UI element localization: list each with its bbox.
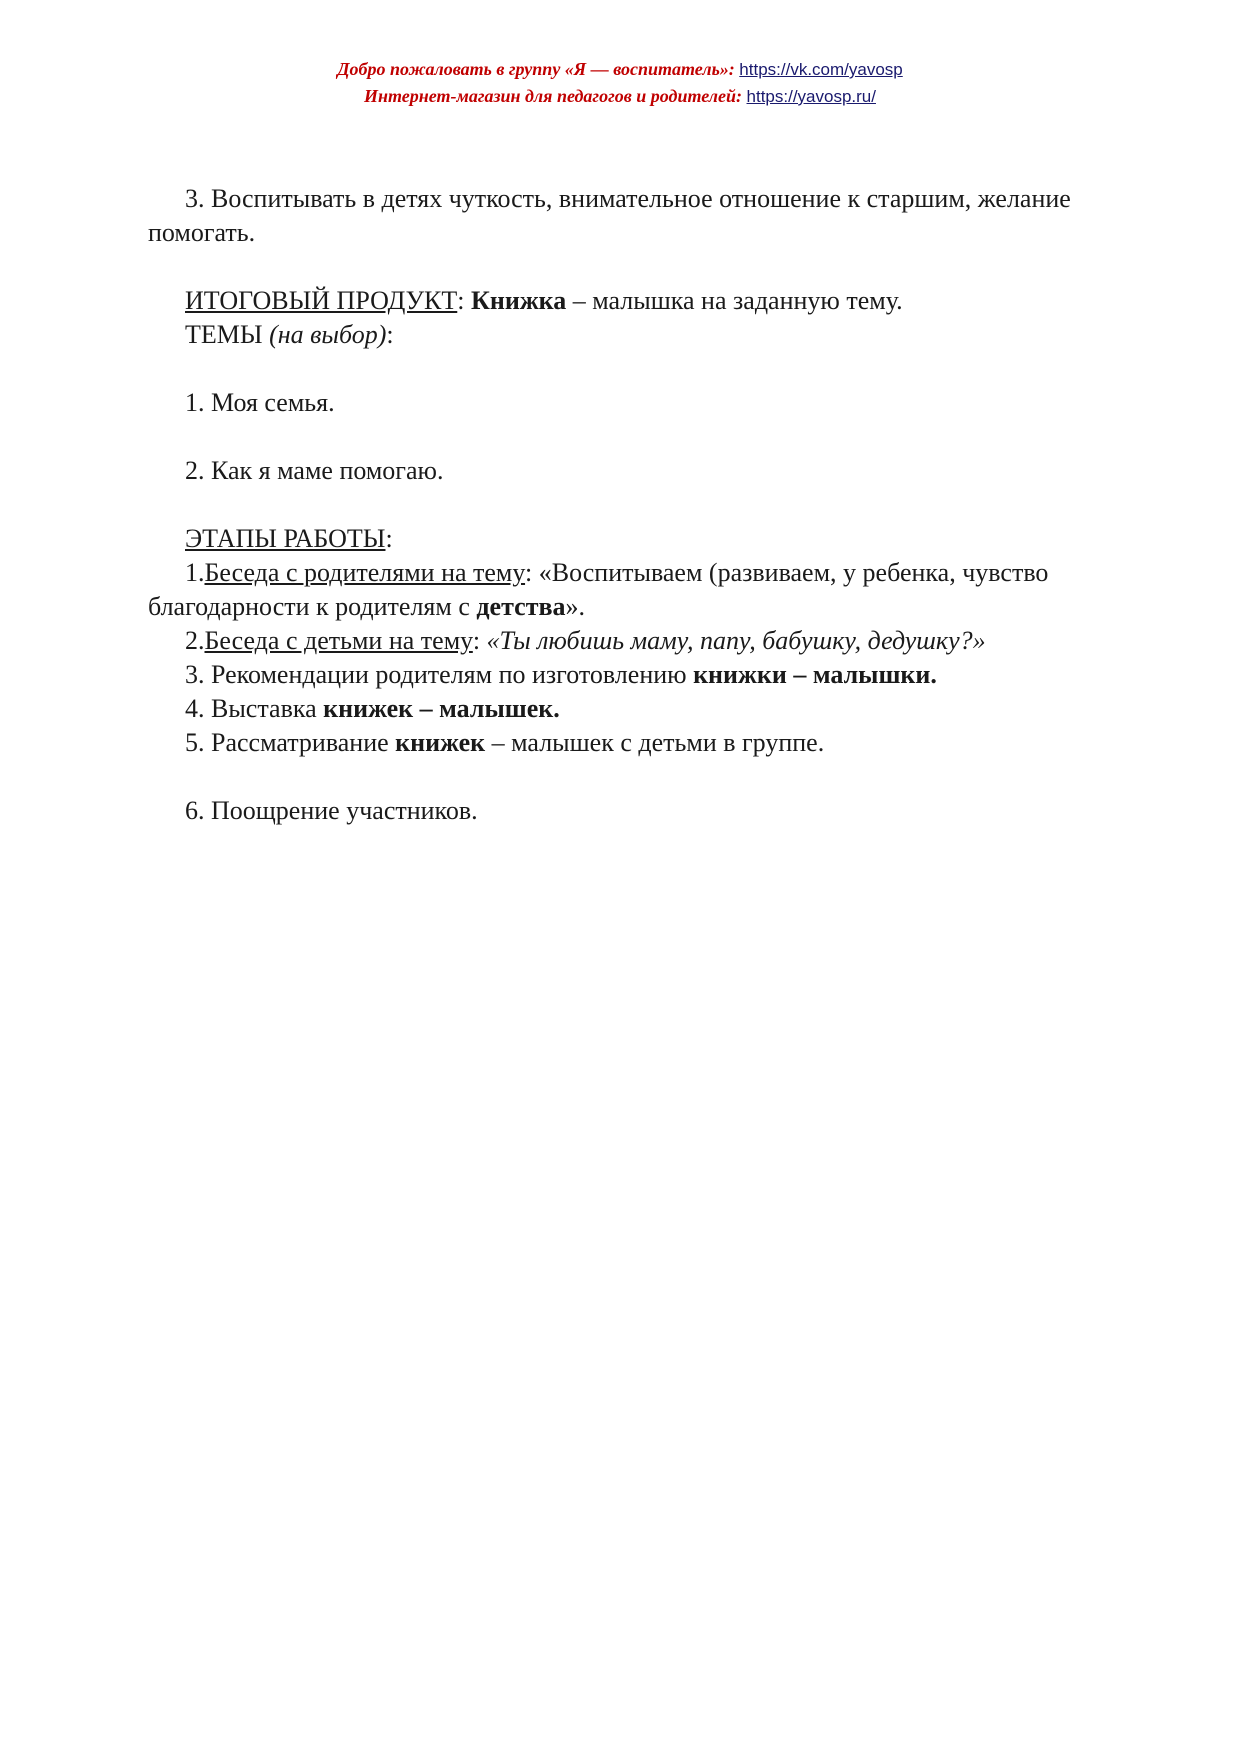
- header-shop-label: Интернет-магазин для педагогов и родителей:: [364, 86, 743, 106]
- themes-label: ТЕМЫ: [185, 320, 270, 349]
- page-header: [0, 56, 1240, 110]
- spacer: [148, 420, 1093, 454]
- stage-1-underlined: Беседа с родителями на тему: [204, 558, 526, 587]
- product-label: ИТОГОВЫЙ ПРОДУКТ: [185, 286, 458, 315]
- stage-4: [148, 692, 1093, 726]
- stage-5-text: 5. Рассматривание: [185, 728, 396, 757]
- stage-3: [148, 658, 1093, 692]
- themes-italic: (на выбор): [269, 320, 387, 349]
- product-paragraph: [148, 284, 1093, 318]
- stage-4-text: 4. Выставка: [185, 694, 324, 723]
- spacer: [148, 352, 1093, 386]
- stage-1: [148, 556, 1093, 624]
- themes-heading: [148, 318, 1093, 352]
- header-line-vk: [0, 56, 1240, 83]
- stage-2-colon: :: [472, 626, 487, 655]
- stage-3-text: 3. Рекомендации родителям по изготовлению: [185, 660, 694, 689]
- product-bold: Книжка: [471, 286, 567, 315]
- stage-2-italic: «Ты любишь маму, папу, бабушку, дедушку?»: [486, 626, 986, 655]
- document-body: [148, 182, 1093, 828]
- spacer: [148, 760, 1093, 794]
- product-rest: – малышка на заданную тему.: [566, 286, 903, 315]
- stages-colon: :: [385, 524, 393, 553]
- stage-2-underlined: Беседа с детьми на тему: [204, 626, 473, 655]
- theme-item-2: 2. Как я маме помогаю.: [185, 456, 444, 485]
- stages-heading: [148, 522, 1093, 556]
- themes-colon: :: [386, 320, 394, 349]
- spacer: [148, 250, 1093, 284]
- stage-4-bold: книжек – малышек.: [323, 694, 560, 723]
- stage-1-end: ».: [565, 592, 586, 621]
- stage-1-text: : «Воспитываем (развиваем, у ребенка, чувство благодарности к родителям с: [148, 558, 1049, 621]
- stage-3-bold: книжки – малышки.: [693, 660, 937, 689]
- stage-2: [148, 624, 1093, 658]
- vk-link[interactable]: https://vk.com/yavosp: [739, 60, 903, 79]
- stage-1-bold: детства: [476, 592, 566, 621]
- stages-label: ЭТАПЫ РАБОТЫ: [185, 524, 386, 553]
- header-line-shop: [0, 83, 1240, 110]
- spacer: [148, 488, 1093, 522]
- stage-5-bold: книжек: [395, 728, 486, 757]
- shop-link[interactable]: https://yavosp.ru/: [746, 87, 876, 106]
- goal-3-paragraph: 3. Воспитывать в детях чуткость, внимательное отношение к старшим, желание помогать.: [148, 184, 1071, 247]
- stage-1-num: 1.: [185, 558, 205, 587]
- stage-2-num: 2.: [185, 626, 205, 655]
- stage-6: 6. Поощрение участников.: [185, 796, 478, 825]
- stage-5: [148, 726, 1093, 760]
- product-colon: :: [457, 286, 471, 315]
- header-vk-label: Добро пожаловать в группу «Я — воспитатель»:: [337, 59, 735, 79]
- stage-5-rest: – малышек с детьми в группе.: [485, 728, 825, 757]
- theme-item-1: 1. Моя семья.: [185, 388, 335, 417]
